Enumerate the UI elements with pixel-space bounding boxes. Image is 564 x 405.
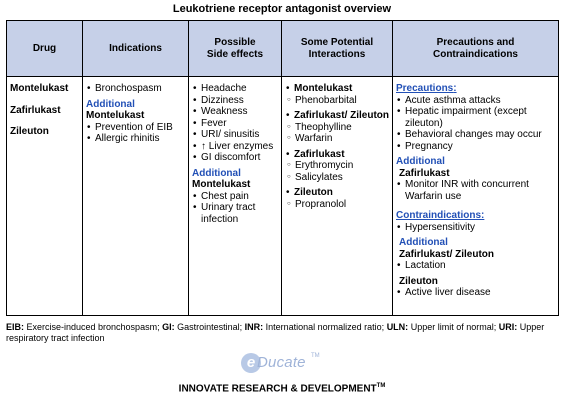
list-item: ○ Erythromycin <box>285 160 389 172</box>
header-drug: Drug <box>7 21 83 77</box>
header-interactions: Some Potential Interactions <box>282 21 393 77</box>
list-item: ○ Phenobarbital <box>285 95 389 107</box>
additional-drug: Montelukast <box>192 179 251 190</box>
page-title: Leukotriene receptor antagonist overview <box>172 3 392 15</box>
header-precautions: Precautions and Contraindications <box>393 21 559 77</box>
additional-label: Additional <box>396 156 445 167</box>
indications-cell <box>83 77 189 316</box>
list-item: • Behavioral changes may occur <box>396 129 555 141</box>
list-item: • Acute asthma attacks <box>396 95 555 107</box>
list-item: ○ Theophylline <box>285 122 389 134</box>
additional-drug: Zafirlukast <box>399 167 450 179</box>
interactions-cell <box>282 77 393 316</box>
header-indications: Indications <box>83 21 189 77</box>
drug-cell <box>7 77 83 316</box>
additional-drug: Zafirlukast/ Zileuton <box>399 248 495 260</box>
drug-name: Zafirlukast <box>10 104 61 116</box>
list-item: • Headache <box>192 83 278 95</box>
list-item: • Urinary tract infection <box>192 202 278 225</box>
list-item: • Dizziness <box>192 95 278 107</box>
list-item: • Bronchospasm <box>86 83 185 95</box>
interaction-drug: • Zileuton <box>294 187 333 198</box>
precautions-cell <box>393 77 559 316</box>
list-item: • Pregnancy <box>396 141 555 153</box>
list-item: • ↑ Liver enzymes <box>192 141 278 153</box>
drug-name: Montelukast <box>10 83 69 94</box>
logo-mark: e <box>241 353 261 373</box>
list-item: • URI/ sinusitis <box>192 129 278 141</box>
interaction-drug: • Zafirlukast/ Zileuton <box>294 110 390 121</box>
drug-name: Zileuton <box>10 126 49 137</box>
contraindications-label: Contraindications: <box>396 210 485 221</box>
list-item: • GI discomfort <box>192 152 278 164</box>
logo-text: Ducate <box>257 354 306 371</box>
precautions-label: Precautions: <box>396 83 457 94</box>
table-row <box>7 77 559 316</box>
interaction-drug: • Montelukast <box>294 83 353 94</box>
list-item: • Fever <box>192 118 278 130</box>
list-item: • Lactation <box>396 260 555 272</box>
list-item: • Prevention of EIB <box>86 122 185 134</box>
list-item: • Chest pain <box>192 191 278 203</box>
additional-drug: Montelukast <box>86 110 145 121</box>
side-effects-cell <box>189 77 282 316</box>
additional-label: Additional <box>192 167 241 179</box>
contraindication-drug: Zileuton <box>399 275 438 287</box>
header-side-effects: Possible Side effects <box>189 21 282 77</box>
list-item: ○ Warfarin <box>285 133 389 145</box>
overview-table <box>6 20 559 316</box>
list-item: • Monitor INR with concurrent Warfarin use <box>396 179 555 202</box>
brand-tagline: INNOVATE RESEARCH & DEVELOPMENT™ <box>178 383 386 395</box>
list-item: • Hypersensitivity <box>396 222 555 234</box>
additional-label: Additional <box>86 98 135 110</box>
list-item: • Hepatic impairment (except zileuton) <box>396 106 555 129</box>
list-item: • Allergic rhinitis <box>86 133 185 145</box>
interaction-drug: • Zafirlukast <box>294 148 345 160</box>
list-item: • Weakness <box>192 106 278 118</box>
logo-trademark: TM <box>311 353 320 359</box>
additional-label: Additional <box>399 237 448 248</box>
list-item: ○ Salicylates <box>285 172 389 184</box>
list-item: • Active liver disease <box>396 287 555 299</box>
abbreviations-footnote: EIB: Exercise-induced bronchospasm; GI: Gastrointestinal; INR: International normalized ratio; ULN: Upper limit of normal; URI: Upper respiratory tract infection <box>6 322 545 343</box>
educate-logo <box>241 353 331 373</box>
header-row <box>7 21 559 77</box>
list-item: ○ Propranolol <box>285 199 389 211</box>
